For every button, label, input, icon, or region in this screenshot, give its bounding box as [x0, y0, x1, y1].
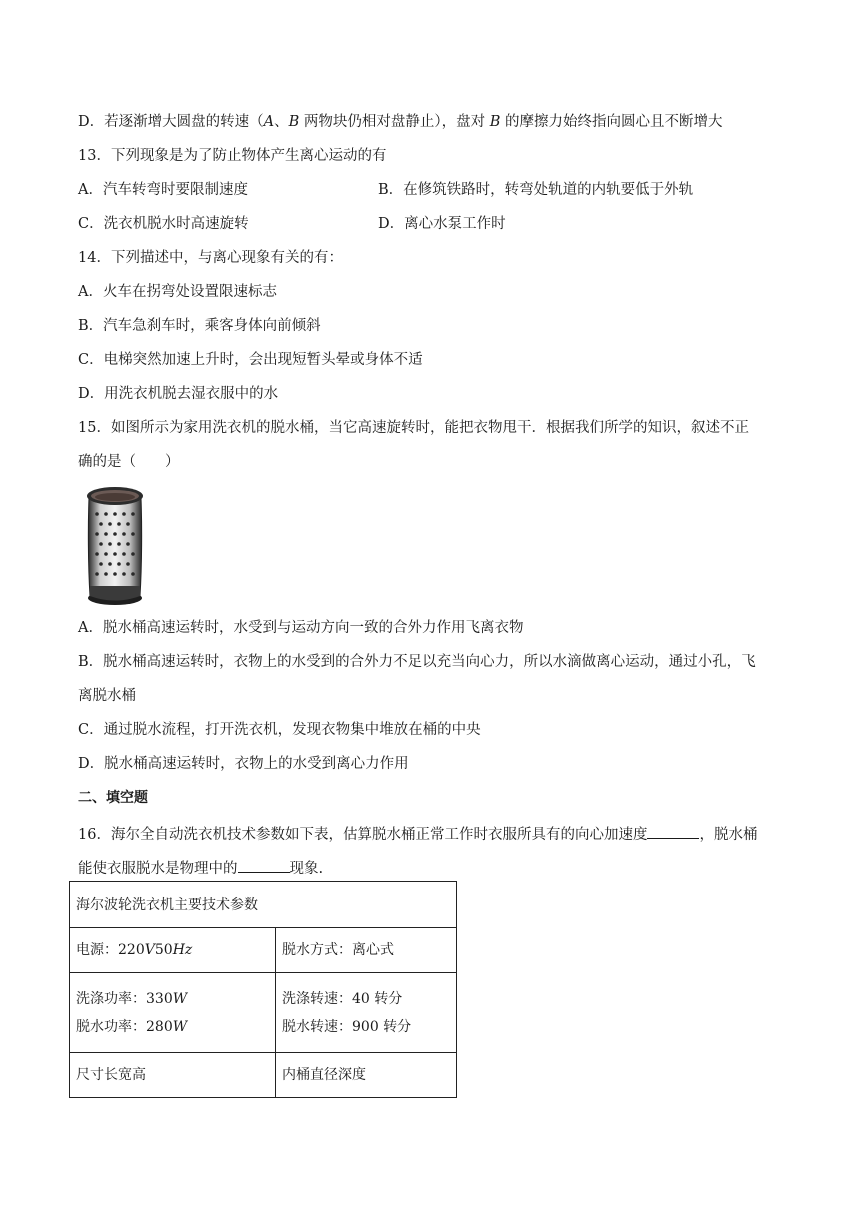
q12-option-d: D．若逐渐增大圆盘的转速（A、B 两物块仍相对盘静止），盘对 B 的摩擦力始终指向圆心且不断增大	[78, 114, 723, 130]
spec-table	[69, 881, 457, 1098]
q15-option-b: B．脱水桶高速运转时，衣物上的水受到的合外力不足以充当向心力，所以水滴做离心运动，通过小孔，飞	[78, 654, 756, 670]
q15-option-a: A．脱水桶高速运转时，水受到与运动方向一致的合外力作用飞离衣物	[78, 620, 524, 636]
q13-option-d: D．离心水泵工作时	[378, 216, 506, 232]
q14-option-a: A．火车在拐弯处设置限速标志	[78, 284, 277, 300]
q16-line2: 能使衣服脱水是物理中的 现象.	[78, 858, 323, 879]
q16-line1: 16．海尔全自动洗衣机技术参数如下表，估算脱水桶正常工作时衣服所具有的向心加速度 ，脱水桶	[78, 824, 757, 845]
dry-power: 脱水功率：280W	[76, 1018, 188, 1035]
table-cell-powers	[70, 973, 276, 1053]
dry-speed: 脱水转速：900 转分	[282, 1018, 412, 1035]
table-cell-dewater-mode: 脱水方式：离心式	[276, 928, 457, 973]
q14-stem: 14．下列描述中，与离心现象有关的有：	[78, 250, 343, 266]
q14-option-c: C．电梯突然加速上升时，会出现短暂头晕或身体不适	[78, 352, 423, 368]
wash-power: 洗涤功率：330W	[76, 990, 188, 1007]
q13-option-c: C．洗衣机脱水时高速旋转	[78, 216, 249, 232]
spin-drum-image	[84, 484, 146, 608]
table-cell-inner: 内桶直径深度	[276, 1053, 457, 1098]
q15-option-c: C．通过脱水流程，打开洗衣机，发现衣物集中堆放在桶的中央	[78, 722, 481, 738]
answer-blank-1[interactable]	[647, 824, 699, 839]
q15-option-d: D．脱水桶高速运转时，衣物上的水受到离心力作用	[78, 756, 409, 772]
q14-option-d: D．用洗衣机脱去湿衣服中的水	[78, 386, 279, 402]
section-heading-fill-in: 二、填空题	[78, 790, 148, 806]
q13-option-a: A．汽车转弯时要限制速度	[78, 182, 248, 198]
q15-stem-line2: 确的是（ ）	[78, 454, 180, 470]
table-title: 海尔波轮洗衣机主要技术参数	[70, 882, 457, 928]
q13-stem: 13．下列现象是为了防止物体产生离心运动的有	[78, 148, 387, 164]
table-cell-size: 尺寸长宽高	[70, 1053, 276, 1098]
q15-option-b-cont: 离脱水桶	[78, 688, 136, 704]
table-cell-power: 电源：220V50Hz	[70, 928, 276, 973]
wash-speed: 洗涤转速：40 转分	[282, 990, 403, 1007]
answer-blank-2[interactable]	[238, 858, 290, 873]
table-cell-speeds	[276, 973, 457, 1053]
q15-stem-line1: 15．如图所示为家用洗衣机的脱水桶，当它高速旋转时，能把衣物甩干．根据我们所学的知识，叙述不正	[78, 420, 749, 436]
q14-option-b: B．汽车急刹车时，乘客身体向前倾斜	[78, 318, 321, 334]
q13-option-b: B．在修筑铁路时，转弯处轨道的内轨要低于外轨	[378, 182, 694, 198]
